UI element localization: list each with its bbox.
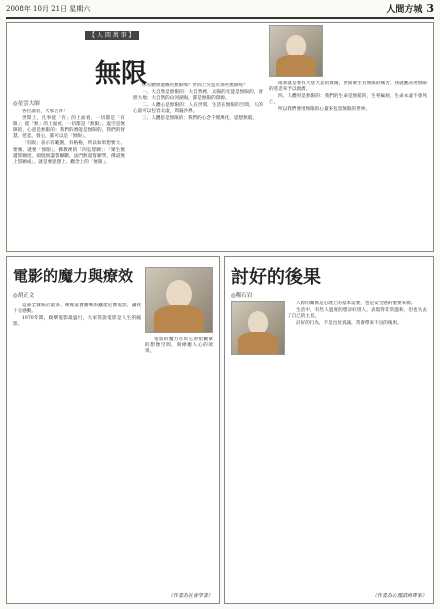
masthead-rule bbox=[6, 17, 434, 19]
feature-paragraph: 一、大自然是無限的：大自然裡，太陽的光能是無限的，普照大地；大自然的山河湖海，都是無限的資源。 bbox=[133, 90, 263, 102]
pleasing-paragraph: 討好的行為，不是出於真誠，常會帶來不良的後果。 bbox=[296, 321, 402, 327]
page-number: 3 bbox=[426, 2, 434, 15]
issue-date: 2008年 10月 21日 星期六 bbox=[6, 5, 91, 13]
pleasing-photo bbox=[231, 301, 285, 355]
feature-paragraph: 世間上，凡事從「有」的上面看，一切都是「有限」；從「無」的上面看，一切都是「無限」。虛空是無限的，心意是無限的；我們的潛能是無限的，我們的智慧、慈悲、發心，都可以是「無限」。 bbox=[13, 116, 125, 140]
section-name: 人間方城 bbox=[386, 5, 423, 15]
movie-paragraph: 電影的魔力在於它帶給觀眾的想像空間，與療癒人心的效果。 bbox=[145, 337, 213, 355]
movie-title: 電影的魔力與療效 bbox=[13, 267, 134, 285]
feature-paragraph: 四、人體用是無限的：我們的生命是無窮的，生死輪迴，生命永遠不會死亡。 bbox=[269, 94, 427, 106]
feature-col-mid bbox=[133, 83, 263, 243]
movie-article bbox=[6, 256, 220, 604]
feature-col-left bbox=[13, 109, 125, 243]
masthead bbox=[6, 2, 434, 16]
movie-photo bbox=[145, 267, 213, 333]
pleasing-paragraph: 生活中，有些人過度的想討好別人，表現得非常溫和，但也失去了自己的主見。 bbox=[287, 308, 427, 320]
movie-paragraph: 1970年間，娛樂電影最盛行，大家常說電影是人生的縮影。 bbox=[13, 316, 141, 328]
movie-source: （作者為社會學者） bbox=[167, 593, 213, 599]
section-brand bbox=[386, 2, 434, 17]
feature-author: ◎星雲大師 bbox=[13, 101, 40, 107]
author-portrait bbox=[269, 25, 323, 77]
column-tag: 【 人 間 萬 事 】 bbox=[85, 31, 139, 40]
pleasing-body bbox=[287, 301, 427, 583]
feature-article bbox=[6, 22, 434, 252]
feature-paragraph: 「有限」表示有範圍，有格格，所以如果想要大、要廣、就要「無限」。佛教裡的「四弘誓願」：「眾生無邊誓願度，煩惱無盡誓願斷，法門無量誓願學，佛道無上誓願成」，就是要思想上、觀念上的「無限」。 bbox=[13, 141, 125, 165]
pleasing-title: 討好的後果 bbox=[231, 267, 321, 288]
pleasing-article bbox=[224, 256, 434, 604]
movie-paragraph: 這部全球統計最多、衛視還會播映的鐵達尼號電影，讓我十分感動。 bbox=[13, 303, 141, 315]
feature-paragraph: 三、人體思是無限的：我們的心念千變萬化，思想無窮。 bbox=[142, 116, 257, 122]
feature-paragraph: 接著就是要有大慈大悲的實踐，世間眾生有無限的痛苦；我就應該用無限的慈悲來予以救濟。 bbox=[269, 81, 427, 93]
feature-paragraph: 各位讀者，大家吉祥！ bbox=[22, 109, 68, 114]
feature-paragraph: 你有體會過哪些無限嗎？世間上究竟有那些無限呢？ bbox=[142, 83, 248, 88]
feature-title: 無限 bbox=[95, 59, 148, 89]
movie-body bbox=[13, 303, 141, 583]
feature-paragraph: 所以我們要用無限的心量來包容無限的世界。 bbox=[278, 107, 370, 113]
feature-col-right bbox=[269, 81, 427, 243]
movie-author: ◎胡正文 bbox=[13, 293, 35, 299]
movie-body-right bbox=[145, 337, 213, 583]
feature-paragraph: 二、人體心是無限的：人在世間，生活在無限的空間，人的心量可以包容太虛，周遍沙界。 bbox=[133, 103, 263, 115]
pleasing-author: ◎鄭石岩 bbox=[231, 293, 253, 299]
pleasing-source: （作者為心理諮商專家） bbox=[371, 593, 427, 599]
pleasing-paragraph: 人際的關係是心理上的基本需要，也是安全感的重要來源。 bbox=[296, 301, 416, 306]
